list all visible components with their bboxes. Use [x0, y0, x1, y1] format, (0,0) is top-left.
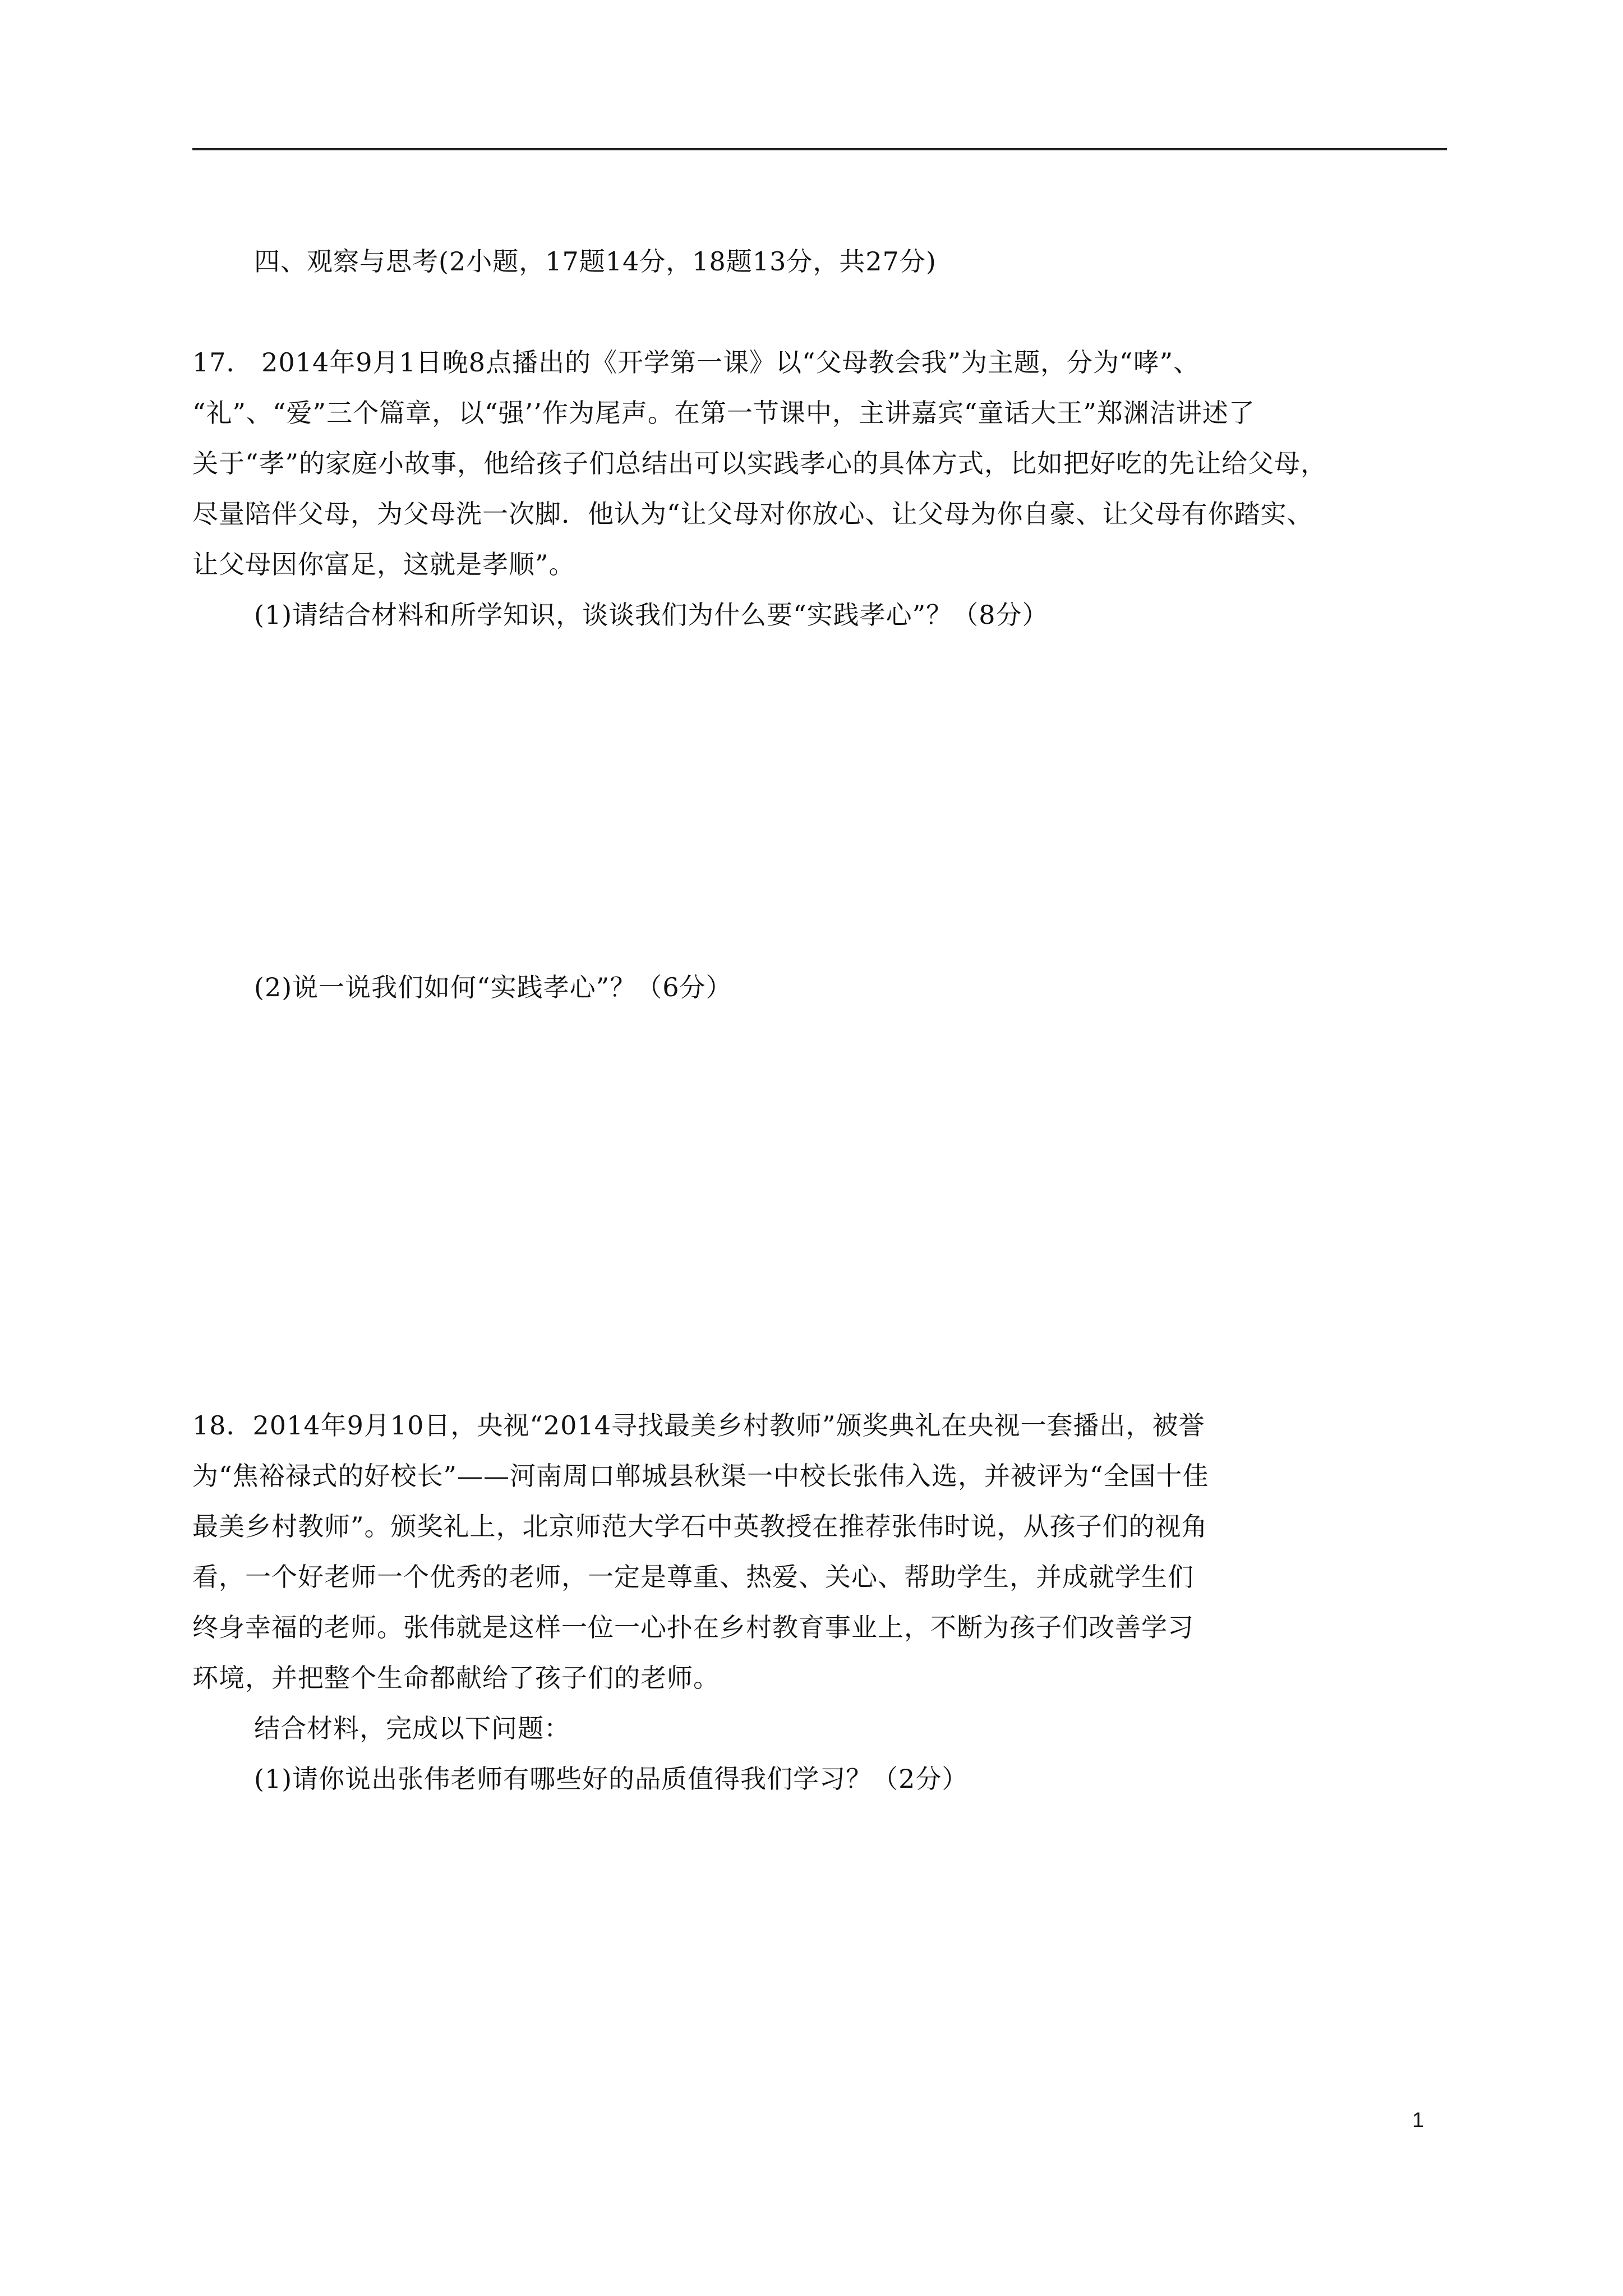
q18-line-2: 为“焦裕禄式的好校长”——河南周口郸城县秋渠一中校长张伟入选，并被评为“全国十佳	[192, 1461, 1209, 1491]
q18-line-1: 18．2014年9月10日，央视“2014寻找最美乡村教师”颁奖典礼在央视一套播出，被誉	[192, 1410, 1205, 1441]
section-heading: 四、观察与思考(2小题，17题14分，18题13分，共27分)	[254, 246, 937, 277]
q17-line-5: 让父母因你富足，这就是孝顺”。	[192, 549, 575, 579]
q18-line-5: 终身幸福的老师。张伟就是这样一位一心扑在乡村教育事业上，不断为孩子们改善学习	[192, 1612, 1194, 1642]
q17-line-1: 17． 2014年9月1日晚8点播出的《开学第一课》以“父母教会我”为主题，分为“哮”、	[192, 347, 1200, 378]
q18-line-6: 环境，并把整个生命都献给了孩子们的老师。	[192, 1663, 720, 1693]
q18-prompt: 结合材料，完成以下问题：	[254, 1713, 570, 1743]
q17-sub1: (1)请结合材料和所学知识，谈谈我们为什么要“实践孝心”？（8分）	[254, 600, 1049, 630]
q17-line-4: 尽量陪伴父母，为父母洗一次脚．他认为“让父母对你放心、让父母为你自豪、让父母有你踏实、	[192, 499, 1313, 529]
q18-line-4: 看，一个好老师一个优秀的老师，一定是尊重、热爱、关心、帮助学生，并成就学生们	[192, 1562, 1194, 1592]
page-number: 1	[1412, 2109, 1424, 2132]
q17-line-3: 关于“孝”的家庭小故事，他给孩子们总结出可以实践孝心的具体方式，比如把好吃的先让给父母，	[192, 448, 1327, 478]
q18-line-3: 最美乡村教师”。颁奖礼上，北京师范大学石中英教授在推荐张伟时说，从孩子们的视角	[192, 1511, 1208, 1542]
q18-sub1: (1)请你说出张伟老师有哪些好的品质值得我们学习？（2分）	[254, 1764, 969, 1794]
q17-sub2: (2)说一说我们如何“实践孝心”？（6分）	[254, 972, 732, 1002]
header-rule	[192, 148, 1447, 150]
q17-line-2: “礼”、“爱”三个篇章，以“强’’作为尾声。在第一节课中，主讲嘉宾“童话大王”郑渊洁讲述了	[192, 398, 1255, 428]
